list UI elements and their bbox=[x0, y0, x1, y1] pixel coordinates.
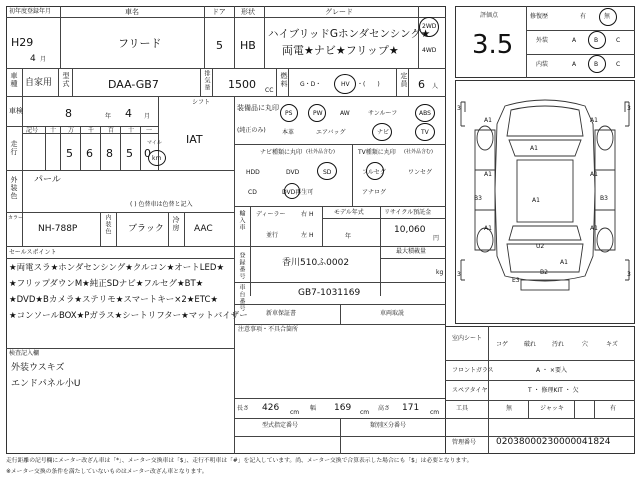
model-year-unit: 年 bbox=[345, 233, 352, 240]
car-name-label: 車名 bbox=[125, 8, 139, 16]
svg-text:3: 3 bbox=[457, 105, 461, 112]
fuel-label: 燃料 bbox=[280, 72, 288, 88]
usage: 自家用 bbox=[25, 78, 53, 88]
vin-label: 車台番号 bbox=[238, 284, 245, 312]
dmg-label-6: A1 bbox=[532, 197, 540, 204]
max-load-label: 最大積載量 bbox=[396, 248, 427, 255]
int-label: 内装 bbox=[536, 61, 549, 68]
ac-value: AAC bbox=[194, 224, 213, 234]
seat-opt-2: 破れ bbox=[524, 341, 537, 348]
exterior-note: ( ) 色替車は色替と記入 bbox=[130, 201, 193, 208]
dmg-label-14: A1 bbox=[560, 259, 568, 266]
svg-text:3: 3 bbox=[457, 271, 461, 278]
shape: HB bbox=[240, 39, 256, 52]
plate-value: 香川510ふ0002 bbox=[282, 258, 350, 268]
exterior-color: パール bbox=[34, 175, 61, 185]
interior-label: 内装色 bbox=[104, 214, 111, 235]
recycle-label: リサイクル預託金 bbox=[384, 209, 432, 216]
equipment-subtitle: (純正のみ) bbox=[237, 127, 266, 134]
cap-label: 定員 bbox=[400, 72, 408, 88]
sales-line-3: ★DVD★Bカメラ★ステリモ★スマートキー×2★ETC★ bbox=[9, 295, 218, 305]
spare-label: スペアタイヤ bbox=[452, 387, 488, 394]
import-parallel: 並行 bbox=[266, 232, 279, 239]
jack-value: 有 bbox=[610, 405, 617, 412]
door-label: ドア bbox=[212, 8, 226, 16]
import-left-h: H bbox=[309, 232, 314, 239]
ext-b: B bbox=[594, 37, 599, 44]
shift-value: IAT bbox=[186, 133, 203, 146]
displacement: 1500 bbox=[228, 78, 256, 91]
length-unit: cm bbox=[290, 409, 300, 416]
tv-fullseg: フルセグ bbox=[362, 169, 386, 176]
usage-label: 車種 bbox=[10, 72, 18, 88]
km-circle bbox=[148, 150, 166, 166]
import-left: 左 bbox=[301, 232, 308, 239]
model: DAA-GB7 bbox=[108, 78, 159, 91]
navi-cd: CD bbox=[248, 189, 257, 196]
fuel-hv: HV bbox=[341, 81, 350, 88]
drive-2wd: 2WD bbox=[422, 23, 437, 30]
place-hundred: 百 bbox=[108, 127, 115, 134]
rating-label: 評価点 bbox=[480, 12, 499, 19]
height-label: 高さ bbox=[378, 405, 391, 412]
place-one: 一 bbox=[146, 127, 153, 134]
dmg-label-4: A1 bbox=[484, 171, 492, 178]
mileage-digit-4: 5 bbox=[126, 147, 133, 160]
inspector-line-2: エンドパネル小U bbox=[11, 379, 81, 389]
rating-value: 3.5 bbox=[472, 30, 514, 60]
jack-label: ジャッキ bbox=[540, 405, 564, 412]
capacity: 6 bbox=[418, 78, 425, 91]
first-reg-label: 初年度登録年月 bbox=[9, 8, 52, 15]
dmg-label-12: B2 bbox=[540, 269, 548, 276]
warranty-label: 新車保証書 bbox=[266, 310, 297, 317]
tv-title: TV種類に丸印 bbox=[358, 149, 396, 156]
drive-2wd-circle bbox=[419, 17, 439, 37]
seat-opt-4: 穴 bbox=[582, 341, 589, 348]
mileage-record-label: 記号 bbox=[26, 127, 39, 134]
navi-note: (社外品含む) bbox=[306, 149, 335, 155]
place-ten: 十 bbox=[128, 127, 135, 134]
mileage-digit-2: 6 bbox=[86, 147, 93, 160]
equip-leather: 本革 bbox=[282, 129, 295, 136]
seat-opt-1: コゲ bbox=[496, 341, 509, 348]
import-right: 右 bbox=[301, 211, 308, 218]
length-label: 長さ bbox=[237, 405, 250, 412]
navi-dvd: DVD bbox=[286, 169, 300, 176]
mileage-unit-mile: マイル bbox=[147, 140, 162, 146]
tv-note: (社外品含む) bbox=[404, 149, 433, 155]
sales-line-4: ★コンソールBOX★Pガラス★シートリフター★マットバイザー bbox=[9, 311, 248, 321]
windshield-label: フロントガラス bbox=[452, 367, 494, 374]
car-diagram bbox=[455, 80, 635, 324]
seat-opt-5: キズ bbox=[606, 341, 618, 348]
fuel-hv-circle bbox=[334, 74, 356, 94]
color-code: NH-788P bbox=[38, 224, 78, 234]
navi-sd: SD bbox=[323, 169, 332, 176]
equip-ps: PS bbox=[285, 110, 293, 117]
mileage-digit-1: 5 bbox=[66, 147, 73, 160]
sales-line-2: ★フリップダウンM★純正SDナビ★フルセグ★BT★ bbox=[9, 279, 204, 289]
mileage-digit-3: 8 bbox=[106, 147, 113, 160]
doors: 5 bbox=[216, 39, 223, 52]
mgmt-label: 管理番号 bbox=[452, 439, 477, 446]
dmg-label-11: A1 bbox=[590, 225, 598, 232]
model-label: 型式 bbox=[62, 72, 70, 88]
plate-label: 登録番号 bbox=[238, 252, 245, 280]
tv-oneseg: ワンセグ bbox=[408, 169, 433, 176]
exterior-label: 外装色 bbox=[10, 176, 18, 200]
drive-4wd: 4WD bbox=[422, 47, 437, 54]
dmg-label-1: A1 bbox=[484, 117, 492, 124]
mileage-digit-5: 0 bbox=[144, 147, 151, 160]
dmg-label-13: E3 bbox=[512, 277, 520, 284]
car-name: フリード bbox=[118, 37, 162, 50]
type-number-label: 型式指定番号 bbox=[262, 422, 299, 429]
grade-line2: 両電★ナビ★フリップ★ bbox=[282, 44, 399, 57]
tools-value: 無 bbox=[506, 405, 513, 412]
import-right-h: H bbox=[309, 211, 314, 218]
equip-navi: ナビ bbox=[377, 129, 390, 136]
inspector-line-1: 外装ウスキズ bbox=[11, 363, 65, 373]
recycle-value: 10,060 bbox=[394, 225, 426, 235]
mgmt-value: 02038000230000041824 bbox=[496, 437, 611, 447]
dmg-label-10: A1 bbox=[484, 225, 492, 232]
repair-label: 修復歴 bbox=[530, 13, 549, 20]
place-thousand: 千 bbox=[88, 127, 95, 134]
int-c: C bbox=[616, 61, 621, 68]
import-dealer: ディーラー bbox=[256, 211, 286, 218]
height-value: 171 bbox=[402, 403, 420, 413]
class-number-label: 類別区分番号 bbox=[370, 422, 407, 429]
cc-unit: CC bbox=[265, 87, 274, 94]
equip-tv: TV bbox=[421, 129, 429, 136]
dmg-label-3: A1 bbox=[530, 145, 538, 152]
inspection-year: 8 bbox=[65, 107, 72, 120]
seat-label: 室内シート bbox=[452, 335, 483, 342]
fuel-rest: ・( ) bbox=[357, 81, 380, 88]
max-load-unit: kg bbox=[436, 269, 444, 276]
width-value: 169 bbox=[334, 403, 352, 413]
navi-title: ナビ種類に丸印 bbox=[260, 149, 303, 156]
repair-yes: 有 bbox=[580, 13, 587, 20]
seat-opt-3: 汚れ bbox=[552, 341, 565, 348]
sales-label: セールスポイント bbox=[9, 249, 57, 256]
recycle-unit: 円 bbox=[433, 235, 440, 242]
equip-aw: AW bbox=[340, 110, 350, 117]
dmg-label-9: U2 bbox=[536, 243, 545, 250]
shift-label: シフト bbox=[192, 99, 211, 106]
inspection-label: 車検 bbox=[9, 107, 23, 115]
tv-analog: アナログ bbox=[362, 189, 387, 196]
svg-text:3: 3 bbox=[627, 105, 631, 112]
sales-line-1: ★両電スラ★ホンダセンシング★クルコン★オートLED★ bbox=[9, 263, 225, 273]
ext-c: C bbox=[616, 37, 621, 44]
color-code-label: カラー bbox=[8, 215, 24, 221]
capacity-unit: 人 bbox=[432, 83, 439, 90]
int-a: A bbox=[572, 61, 577, 68]
place-ten-thousand-ten: 十 bbox=[50, 127, 57, 134]
length-value: 426 bbox=[262, 403, 280, 413]
disp-label: 排気量 bbox=[203, 70, 210, 91]
first-reg-month: 4 bbox=[30, 54, 36, 64]
width-label: 幅 bbox=[310, 405, 317, 412]
manual-label: 車両取説 bbox=[380, 310, 405, 317]
equip-abs: ABS bbox=[419, 110, 431, 117]
ext-a: A bbox=[572, 37, 577, 44]
footer-line-2: ※メーター交換の条件を満たしていないものはメーター改ざん車となります。 bbox=[6, 469, 208, 475]
grade-label: グレード bbox=[325, 8, 353, 16]
mileage-unit-km: km bbox=[152, 155, 162, 162]
dmg-label-8: B3 bbox=[600, 195, 608, 202]
fuel-opts: G・D・ bbox=[300, 81, 322, 88]
grade-line1: ハイブリッドGホンダセンシング★ bbox=[268, 28, 431, 40]
ext-label: 外装 bbox=[536, 37, 549, 44]
height-unit: cm bbox=[430, 409, 440, 416]
tools-label: 工具 bbox=[456, 405, 469, 412]
equipment-title: 装備品に丸印 bbox=[237, 104, 279, 112]
repair-no: 無 bbox=[604, 13, 611, 20]
first-reg-month-unit: 月 bbox=[40, 56, 47, 63]
ac-label: 冷房 bbox=[172, 216, 180, 232]
navi-dvd-playback: DVD再生可 bbox=[282, 189, 314, 196]
vin-value: GB7-1031169 bbox=[298, 288, 361, 298]
navi-hdd: HDD bbox=[246, 169, 260, 176]
int-b: B bbox=[594, 61, 599, 68]
inspection-year-unit: 年 bbox=[105, 113, 112, 120]
notes-label: 注意事項・不具合箇所 bbox=[238, 326, 299, 333]
footer-line-1: 走行距離の記号欄にメーター改ざん車は「*」、メーター交換車は「$」、走行不明車は「#」を記入しています。尚、メーター交換で合算表示した場合にも「$」は必要となります。 bbox=[6, 458, 473, 464]
dmg-label-5: A1 bbox=[590, 171, 598, 178]
spare-value: T ・ 修理KIT ・ 欠 bbox=[528, 387, 579, 394]
dmg-label-2: A1 bbox=[590, 117, 598, 124]
dmg-label-7: B3 bbox=[474, 195, 482, 202]
inspector-label: 検査記入欄 bbox=[9, 350, 40, 357]
interior-color: ブラック bbox=[128, 224, 164, 234]
shape-label: 形状 bbox=[241, 8, 255, 16]
windshield-value: A ・ ×要入 bbox=[536, 367, 567, 374]
equip-sunroof: サンルーフ bbox=[368, 110, 398, 117]
model-year-label: モデル年式 bbox=[334, 209, 364, 216]
mileage-label: 走行 bbox=[10, 140, 18, 156]
equip-pw: PW bbox=[313, 110, 323, 117]
place-ten-thousand: 万 bbox=[68, 127, 75, 134]
svg-text:3: 3 bbox=[627, 271, 631, 278]
equip-airbag: エアバッグ bbox=[316, 129, 346, 136]
import-label: 輸入車 bbox=[238, 210, 245, 231]
inspection-month-unit: 月 bbox=[144, 113, 151, 120]
first-reg-era: H29 bbox=[11, 36, 34, 49]
inspection-month: 4 bbox=[125, 107, 132, 120]
width-unit: cm bbox=[360, 409, 370, 416]
